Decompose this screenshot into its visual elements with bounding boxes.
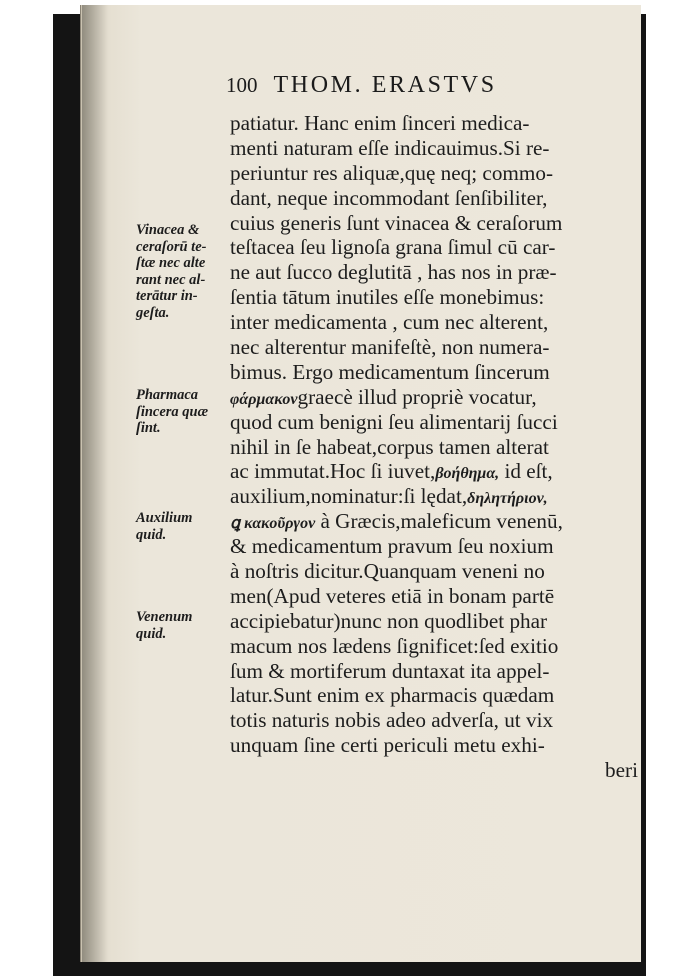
marginal-note-line: Vinacea & — [136, 222, 200, 238]
text-line: periuntur res aliquæ,quę neq; commo- — [230, 160, 554, 185]
catchword: beri — [605, 758, 638, 783]
text-line: unquam ſine certi periculi metu exhi- — [230, 733, 545, 758]
text-line: ac immutat.Hoc ſi iuvet,βοήθημα, id eſt, — [230, 459, 553, 484]
greek-word: ꝗ κακοῦργον — [230, 515, 316, 533]
page-gutter-shadow — [82, 5, 108, 962]
text-line: dant, neque incommodant ſenſibiliter, — [230, 185, 548, 210]
marginal-note-line: rant nec al- — [136, 271, 206, 288]
greek-word: φάρμακον — [230, 390, 298, 408]
marginal-note-vinacea — [136, 222, 228, 322]
text-line: quod cum benigni ſeu alimentarij ſucci — [230, 409, 558, 434]
text-line: accipiebatur)nunc non quodlibet phar — [230, 608, 548, 633]
marginal-note-line: ſtæ nec alte — [136, 255, 206, 272]
marginal-note-pharmaca — [136, 387, 228, 437]
marginal-note-line: ſincera quæ — [136, 403, 209, 420]
marginal-note-line: geſta. — [136, 304, 170, 321]
text-line: auxilium,nominatur:ſi lędat,δηλητήριον, — [230, 484, 548, 509]
running-title: THOM. ERASTVS — [273, 72, 497, 98]
text-line: latur.Sunt enim ex pharmacis quædam — [230, 683, 555, 708]
marginal-note-auxilium — [136, 510, 228, 543]
marginal-note-line: terātur in- — [136, 288, 198, 305]
greek-word: βοήθημα, — [435, 465, 500, 483]
text-line: ꝗ κακοῦργον à Græcis,maleficum venenū, — [230, 509, 563, 534]
text-line: totis naturis nobis adeo adverſa, ut vix — [230, 708, 554, 733]
marginal-note-line: Venenum — [136, 609, 193, 625]
text-line: inter medicamenta , cum nec alterent, — [230, 310, 549, 335]
text-line: teſtacea ſeu lignoſa grana ſimul cū car- — [230, 235, 556, 260]
marginal-note-venenum — [136, 609, 228, 642]
marginal-note-line: quid. — [136, 526, 167, 543]
text-line: ne aut ſucco deglutitā , has nos in præ- — [230, 260, 557, 285]
text-line: nec alterentur manifeſtè, non numera- — [230, 335, 550, 360]
body-text — [230, 111, 640, 783]
text-line: bimus. Ergo medicamentum ſincerum — [230, 359, 550, 384]
text-line: cuius generis ſunt vinacea & ceraſorum — [230, 210, 563, 235]
text-line: macum nos lædens ſignificet:ſed exitio — [230, 633, 559, 658]
marginal-note-line: Pharmaca — [136, 387, 199, 403]
text-line: à noſtris dicitur.Quanquam veneni no — [230, 559, 545, 584]
greek-word: δηλητήριον, — [467, 490, 548, 508]
text-line: φάρμακονgraecè illud propriè vocatur, — [230, 384, 537, 409]
marginal-note-line: ſint. — [136, 420, 161, 437]
text-line: & medicamentum pravum ſeu noxium — [230, 534, 554, 559]
text-line: ſum & mortiferum duntaxat ita appel- — [230, 658, 550, 683]
marginal-note-line: Auxilium — [136, 510, 193, 526]
text-line: ſentia tātum inutiles eſſe monebimus: — [230, 285, 545, 310]
text-line: menti naturam eſſe indicauimus.Si re- — [230, 135, 550, 160]
text-line: patiatur. Hanc enim ſinceri medica- — [230, 111, 530, 135]
marginal-note-line: ceraſorū te- — [136, 238, 207, 255]
marginal-note-line: quid. — [136, 625, 167, 642]
running-head — [226, 72, 497, 106]
page-number: 100 — [226, 73, 258, 97]
text-line: nihil in ſe habeat,corpus tamen alterat — [230, 434, 549, 459]
text-line: men(Apud veteres etiā in bonam partē — [230, 583, 555, 608]
